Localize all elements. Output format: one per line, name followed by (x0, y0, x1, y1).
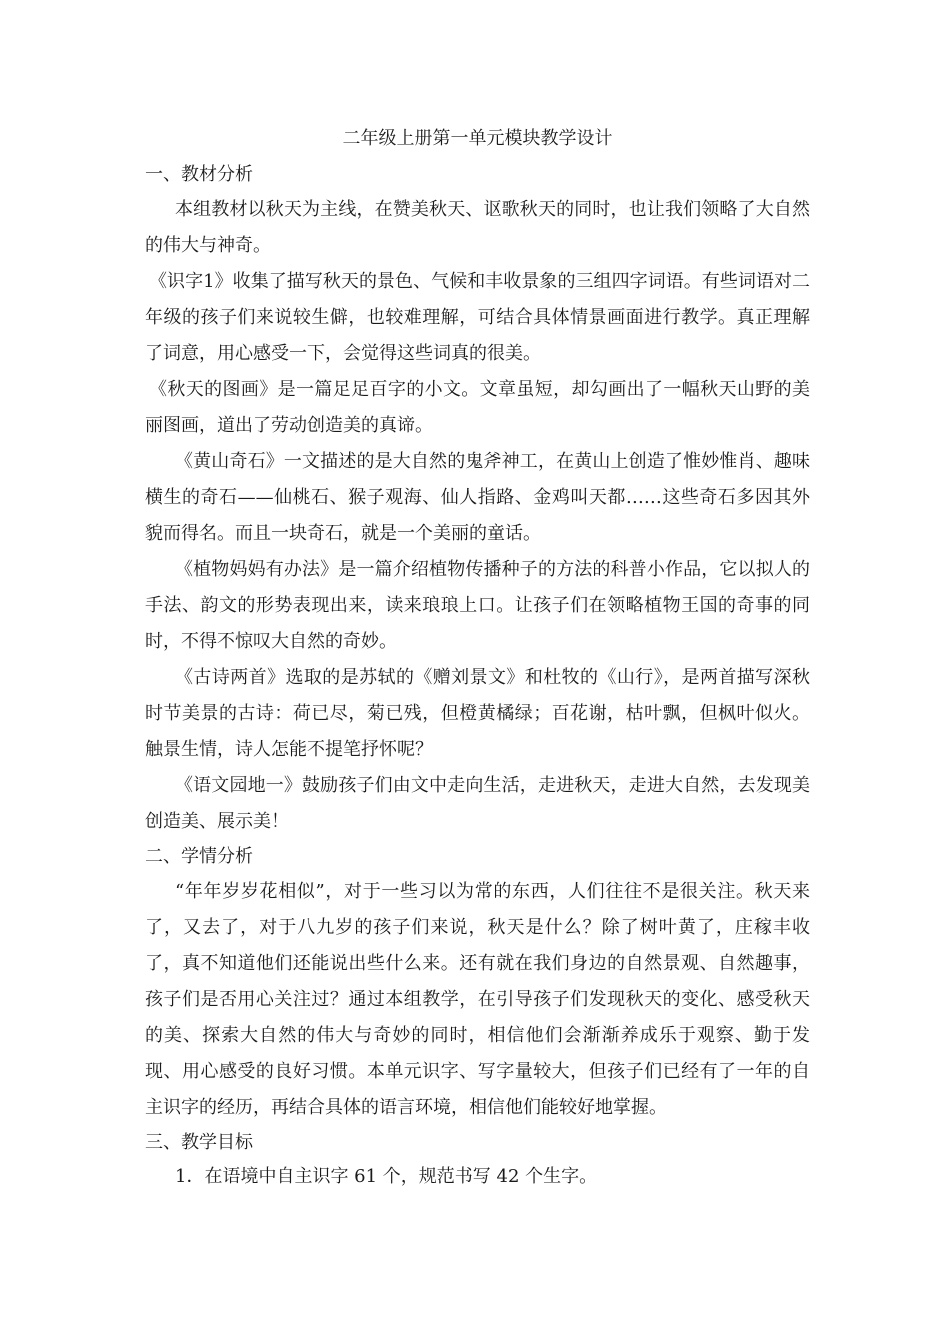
paragraph: 《识字1》收集了描写秋天的景色、气候和丰收景象的三组四字词语。有些词语对二年级的孩子们来说较生僻，也较难理解，可结合具体情景画面进行教学。真正理解了词意，用心感受一下，会觉得这些词真的很美。 (145, 271, 810, 364)
document-body (145, 126, 810, 1194)
paragraph: 《秋天的图画》是一篇足足百字的小文。文章虽短，却勾画出了一幅秋天山野的美丽图画，道出了劳动创造美的真谛。 (145, 379, 810, 436)
paragraph: 《植物妈妈有办法》是一篇介绍植物传播种子的方法的科普小作品，它以拟人的手法、韵文的形势表现出来，读来琅琅上口。让孩子们在领略植物王国的奇事的同时，不得不惊叹大自然的奇妙。 (145, 559, 810, 652)
paragraph: 本组教材以秋天为主线，在赞美秋天、讴歌秋天的同时，也让我们领略了大自然的伟大与神奇。 (145, 199, 810, 256)
paragraph: 《语文园地一》鼓励孩子们由文中走向生活，走进秋天，走进大自然，去发现美创造美、展示美！ (145, 775, 810, 832)
goal-item: 1．在语境中自主识字 61 个，规范书写 42 个生字。 (175, 1166, 598, 1187)
paragraph: 《黄山奇石》一文描述的是大自然的鬼斧神工，在黄山上创造了惟妙惟肖、趣味横生的奇石——仙桃石、猴子观海、仙人指路、金鸡叫天都……这些奇石多因其外貌而得名。而且一块奇石，就是一个美丽的童话。 (145, 451, 810, 544)
section-heading-student-analysis: 二、学情分析 (145, 846, 253, 867)
document-title: 二年级上册第一单元模块教学设计 (342, 128, 613, 149)
paragraph: “年年岁岁花相似”，对于一些习以为常的东西，人们往往不是很关注。秋天来了，又去了，对于八九岁的孩子们来说，秋天是什么？除了树叶黄了，庄稼丰收了，真不知道他们还能说出些什么来。还有就在我们身边的自然景观、自然趣事，孩子们是否用心关注过？通过本组教学，在引导孩子们发现秋天的变化、感受秋天的美、探索大自然的伟大与奇妙的同时，相信他们会渐渐养成乐于观察、勤于发现、用心感受的良好习惯。本单元识字、写字量较大，但孩子们已经有了一年的自主识字的经历，再结合具体的语言环境，相信他们能较好地掌握。 (145, 881, 810, 1118)
section-heading-textbook-analysis: 一、教材分析 (145, 164, 253, 185)
paragraph: 《古诗两首》选取的是苏轼的《赠刘景文》和杜牧的《山行》，是两首描写深秋时节美景的古诗：荷已尽，菊已残，但橙黄橘绿；百花谢，枯叶飘，但枫叶似火。触景生情，诗人怎能不提笔抒怀呢？ (145, 667, 810, 760)
section-heading-teaching-goals: 三、教学目标 (145, 1132, 253, 1153)
